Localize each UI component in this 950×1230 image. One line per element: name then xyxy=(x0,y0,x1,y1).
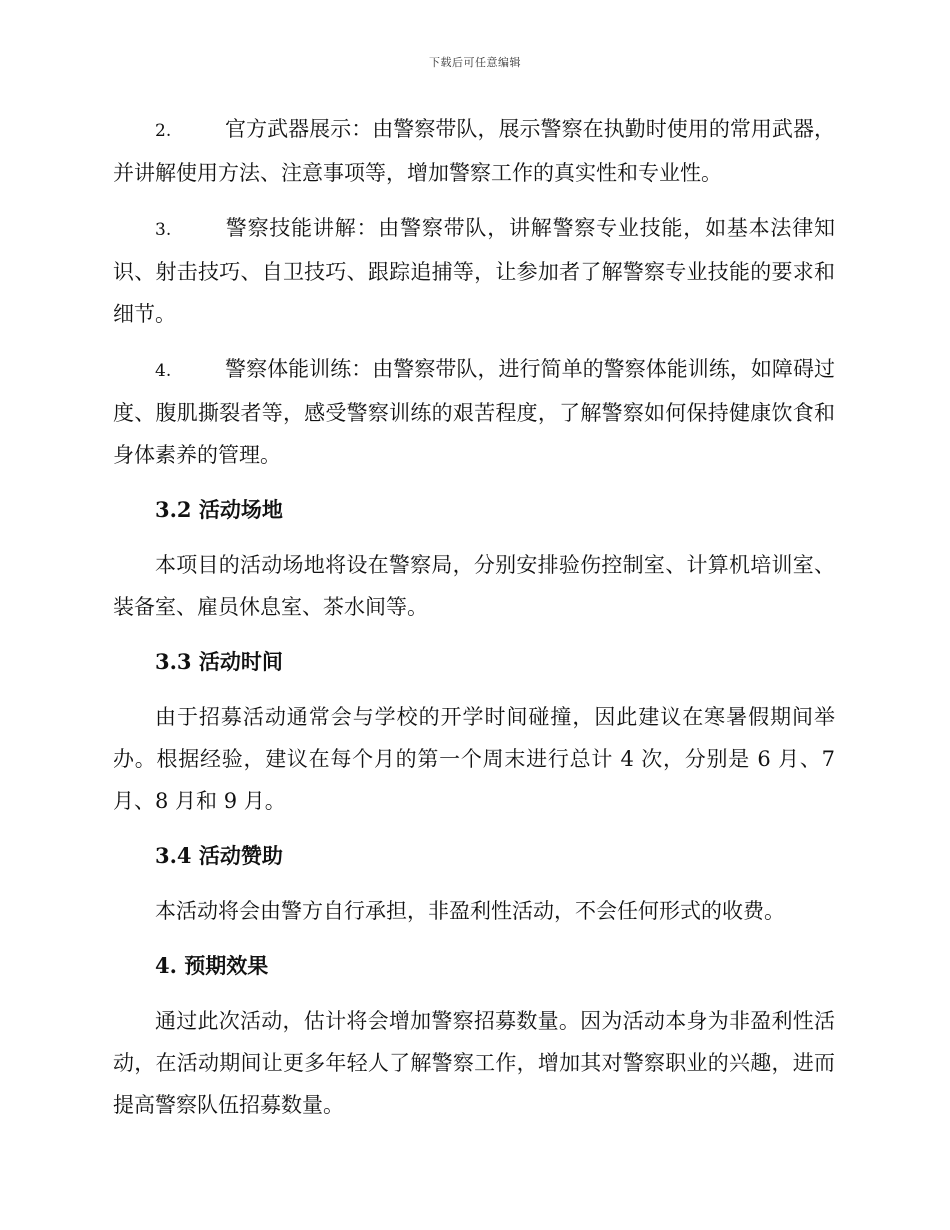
section-heading-effect: 4. 预期效果 xyxy=(155,953,269,978)
section-heading-venue: 3.2 活动场地 xyxy=(155,497,283,522)
list-item-skills xyxy=(113,207,835,335)
section-heading-time: 3.3 活动时间 xyxy=(155,649,283,674)
document-body xyxy=(113,108,835,1139)
list-item-text: 警察技能讲解：由警察带队，讲解警察专业技能，如基本法律知识、射击技巧、自卫技巧、跟踪追捕等，让参加者了解警察专业技能的要求和细节。 xyxy=(113,216,835,326)
list-number: 2. xyxy=(155,121,172,141)
list-number: 4. xyxy=(155,361,172,381)
list-item-fitness xyxy=(113,348,835,476)
section-body-time: 由于招募活动通常会与学校的开学时间碰撞，因此建议在寒暑假期间举办。根据经验，建议在每个月的第一个周末进行总计 4 次，分别是 6 月、7 月、8 月和 9 月。 xyxy=(113,705,835,813)
list-item-text: 官方武器展示：由警察带队，展示警察在执勤时使用的常用武器，并讲解使用方法、注意事项等，增加警察工作的真实性和专业性。 xyxy=(113,117,835,185)
list-number: 3. xyxy=(155,220,172,240)
page-header: 下载后可任意编辑 xyxy=(429,56,521,69)
section-heading-sponsorship: 3.4 活动赞助 xyxy=(155,843,283,868)
section-body-effect: 通过此次活动，估计将会增加警察招募数量。因为活动本身为非盈利性活动，在活动期间让更多年轻人了解警察工作，增加其对警察职业的兴趣，进而提高警察队伍招募数量。 xyxy=(113,1009,835,1117)
list-item-text: 警察体能训练：由警察带队，进行简单的警察体能训练，如障碍过度、腹肌撕裂者等，感受警察训练的艰苦程度，了解警察如何保持健康饮食和身体素养的管理。 xyxy=(113,357,835,467)
section-body-sponsorship: 本活动将会由警方自行承担，非盈利性活动，不会任何形式的收费。 xyxy=(155,899,785,923)
list-item-weapons xyxy=(113,108,835,194)
section-body-venue: 本项目的活动场地将设在警察局，分别安排验伤控制室、计算机培训室、装备室、雇员休息室、茶水间等。 xyxy=(113,553,835,619)
